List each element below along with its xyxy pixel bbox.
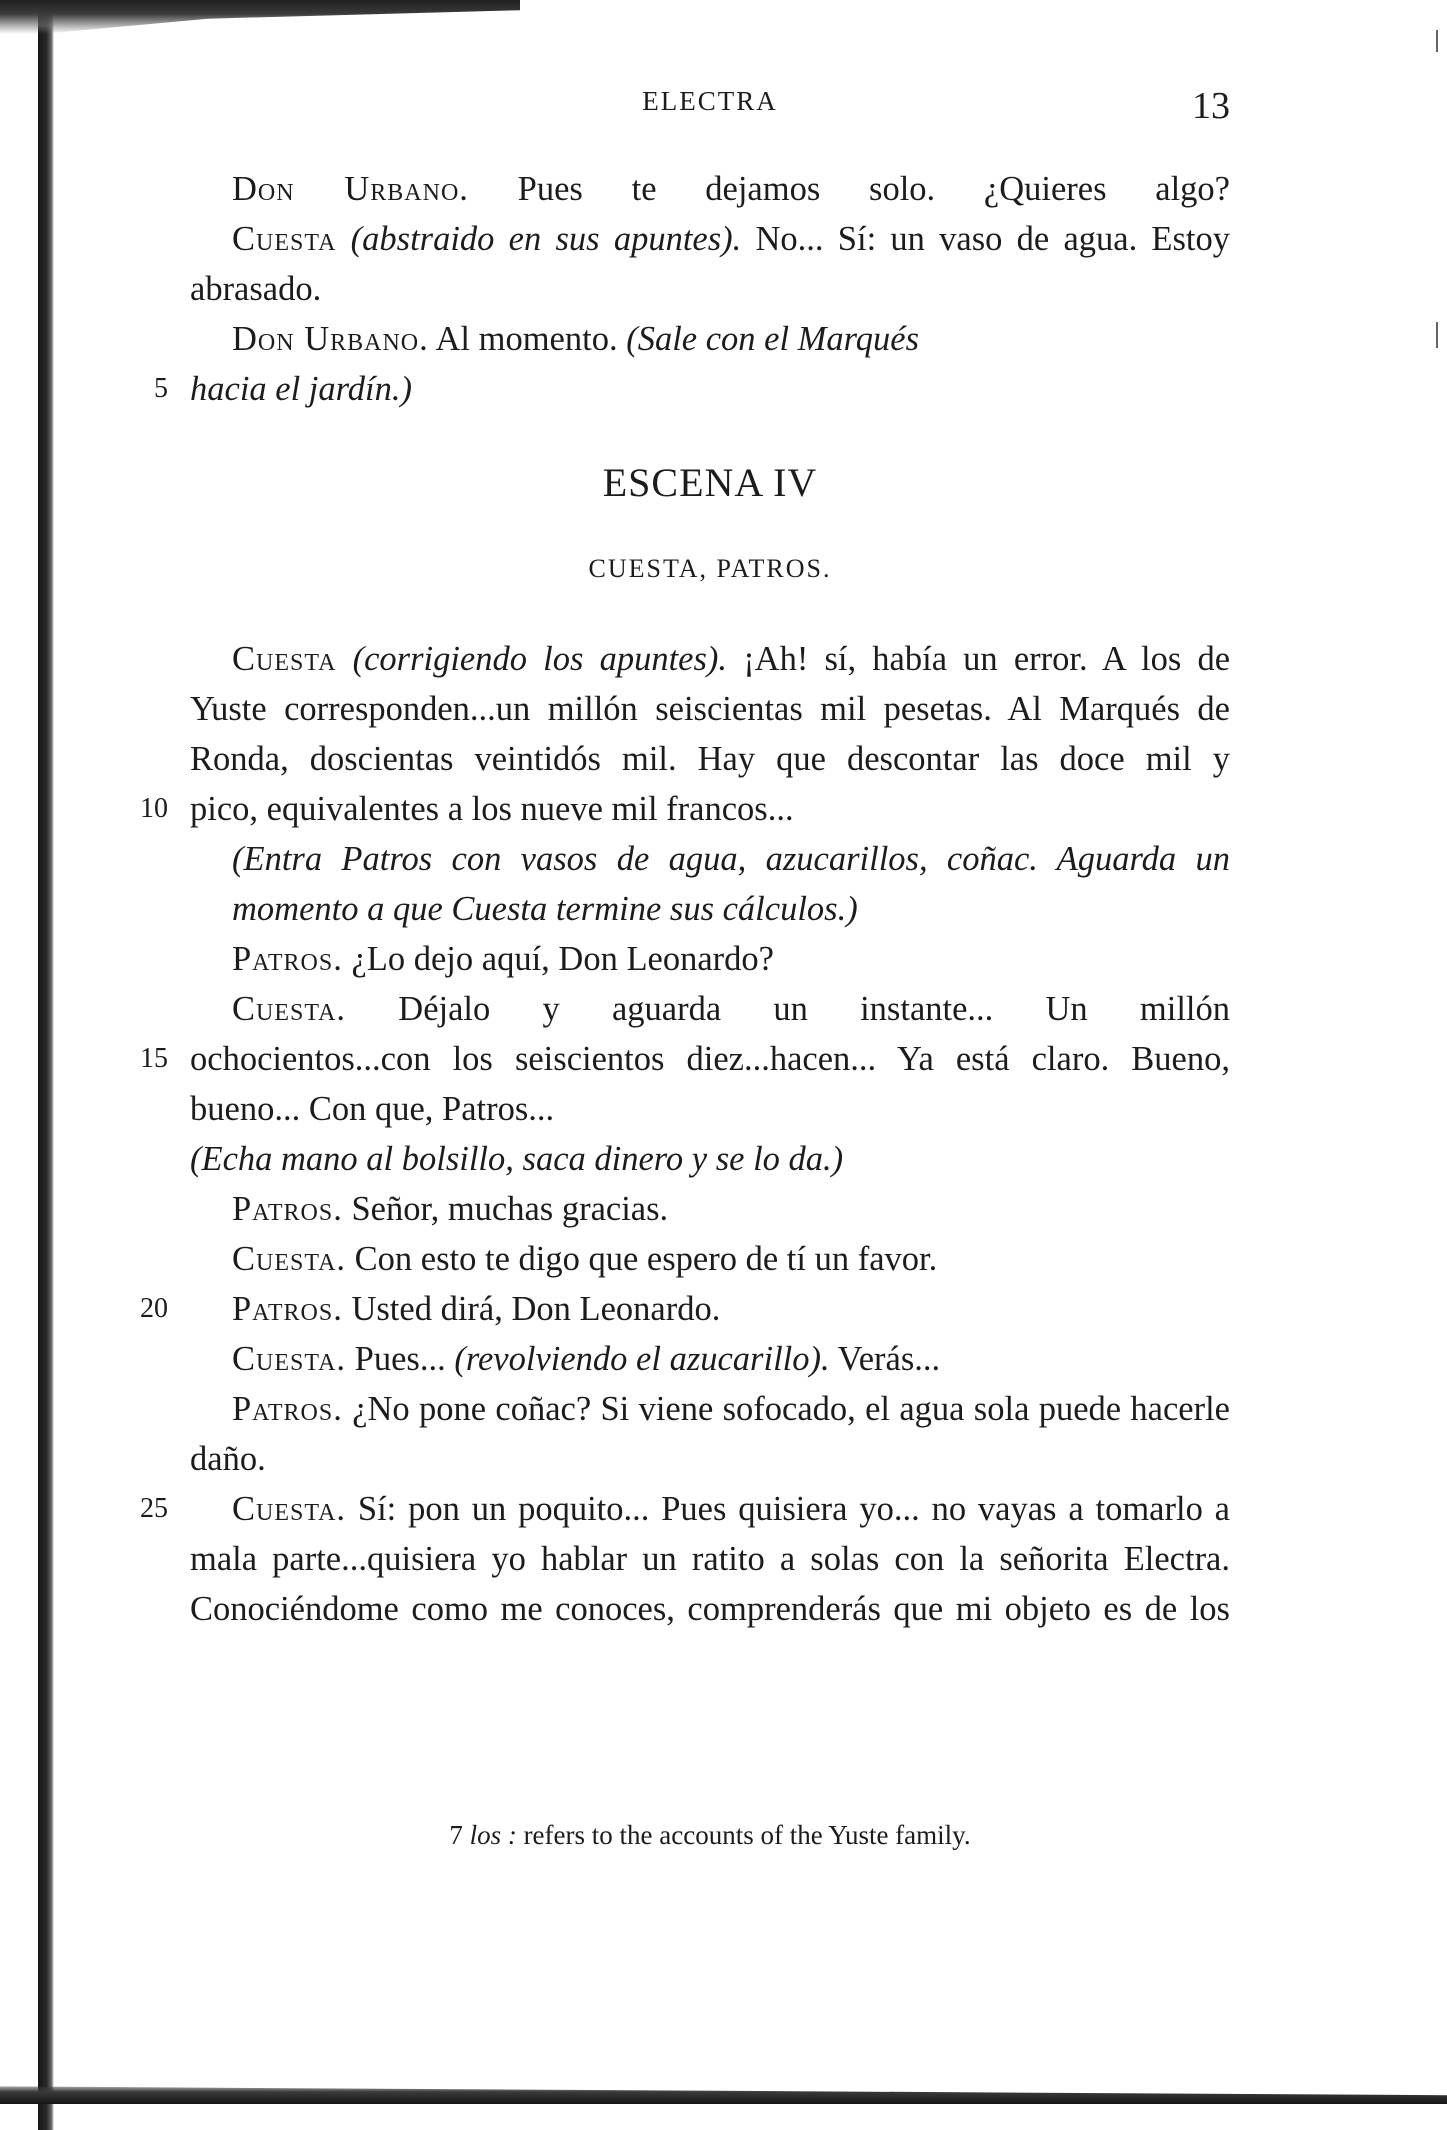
page-number: 13 [1192, 85, 1230, 127]
speaker-name: Don Urbano. [232, 170, 469, 208]
stage-direction: (Entra Patros con vasos de agua, azucarillos, coñac. Aguarda un momento a que Cuesta termine sus cálculos.) [232, 840, 1230, 928]
dialogue-line [190, 1184, 1230, 1234]
line-number: 10 [140, 793, 168, 824]
footnote [190, 1820, 1230, 1851]
dialogue-text: Usted dirá, Don Leonardo. [351, 1290, 721, 1328]
dialogue-text: ochocientos...con los seiscientos diez...hacen... Ya está claro. Bueno, bueno... Con que, Patros... [190, 1040, 1230, 1128]
speaker-name: Don Urbano. [232, 320, 429, 358]
book-binding-shadow [38, 0, 54, 2130]
dialogue-line [190, 984, 1230, 1034]
dialogue-line [190, 1234, 1230, 1284]
bottom-edge-shadow [0, 2082, 1447, 2104]
dialogue-line [190, 634, 1230, 784]
edge-mark [1436, 30, 1438, 52]
scene-characters: CUESTA, PATROS. [588, 554, 832, 583]
dialogue-line [190, 1334, 1230, 1384]
dialogue-text: Déjalo y aguarda un instante... Un millón [398, 990, 1230, 1028]
stage-direction: hacia el jardín.) [190, 370, 412, 408]
dialogue-text: ¡Ah! sí, había un error. A los de Yuste corresponden...un millón seiscientas mil pesetas. Al Marqués de Ronda, doscientas veintidós mil. Hay que descontar las doce mil y [190, 640, 1231, 778]
line-number: 5 [154, 373, 168, 404]
footnote-number: 7 [449, 1820, 463, 1850]
stage-direction: (Echa mano al bolsillo, saca dinero y se lo da.) [190, 1140, 844, 1178]
line-number: 25 [140, 1493, 168, 1524]
stage-direction: (corrigiendo los apuntes). [352, 640, 728, 678]
page-text [140, 164, 1231, 1634]
speaker-name: Patros. [232, 1390, 343, 1428]
speaker-name: Cuesta. [232, 990, 347, 1028]
speaker-name: Patros. [232, 940, 343, 978]
dialogue-text: ¿Lo dejo aquí, Don Leonardo? [351, 940, 774, 978]
stage-direction: (Sale con el Marqués [626, 320, 920, 358]
speaker-name: Cuesta. [232, 1340, 347, 1378]
dialogue-text: Al momento. [435, 320, 618, 358]
dialogue-line [190, 934, 1230, 984]
dialogue-text: No... Sí: un [755, 220, 925, 258]
footnote-text: refers to the accounts of the Yuste family. [523, 1820, 971, 1850]
speaker-name: Cuesta [232, 220, 337, 258]
dialogue-line [190, 214, 1230, 314]
speaker-name: Patros. [232, 1190, 343, 1228]
dialogue-line [140, 1284, 1230, 1334]
dialogue-text: Señor, muchas gracias. [351, 1190, 669, 1228]
scene-heading: ESCENA IV [602, 460, 818, 505]
dialogue-line [190, 314, 1230, 364]
line-number: 15 [140, 1043, 168, 1074]
dialogue-text: Pues te dejamos solo. ¿Quieres algo? [517, 170, 1230, 208]
speaker-name: Cuesta [232, 640, 337, 678]
dialogue-text: Con esto te digo que espero de tí un favor. [354, 1240, 938, 1278]
speaker-name: Cuesta. [232, 1240, 347, 1278]
dialogue-line [140, 1034, 1230, 1134]
dialogue-text: ¿No pone coñac? Si viene sofocado, el agua sola puede hacerle daño. [190, 1390, 1230, 1478]
dialogue-text: Verás... [837, 1340, 941, 1378]
stage-direction: (revolviendo el azucarillo). [454, 1340, 830, 1378]
dialogue-line [140, 784, 1230, 834]
dialogue-line [154, 364, 1230, 414]
dialogue-text: vaso de agua. Estoy abrasado. [190, 220, 1231, 308]
speaker-name: Patros. [232, 1290, 343, 1328]
dialogue-text [190, 1484, 1230, 1634]
dialogue-line [140, 1484, 1230, 1634]
top-edge-shadow [0, 0, 520, 34]
dialogue-text: pico, equivalentes a los nueve mil francos... [190, 790, 794, 828]
stage-direction: (abstraido en sus apuntes). [350, 220, 742, 258]
edge-mark [1436, 322, 1438, 348]
dialogue-line [190, 1384, 1230, 1484]
running-head: ELECTRA [642, 86, 778, 116]
footnote-word: los : [469, 1820, 517, 1850]
dialogue-text: Sí: pon un poquito... Pues quisiera yo... no vayas a tomarlo a mala parte...quisiera yo hablar un ratito a solas con la señorita Electra. Conociéndome como me conoces, comprenderás que mi objeto es de los [190, 1490, 1230, 1628]
speaker-name: Cuesta. [232, 1490, 347, 1528]
line-number: 20 [140, 1293, 168, 1324]
dialogue-text: Pues... [354, 1340, 446, 1378]
dialogue-line [190, 164, 1230, 214]
